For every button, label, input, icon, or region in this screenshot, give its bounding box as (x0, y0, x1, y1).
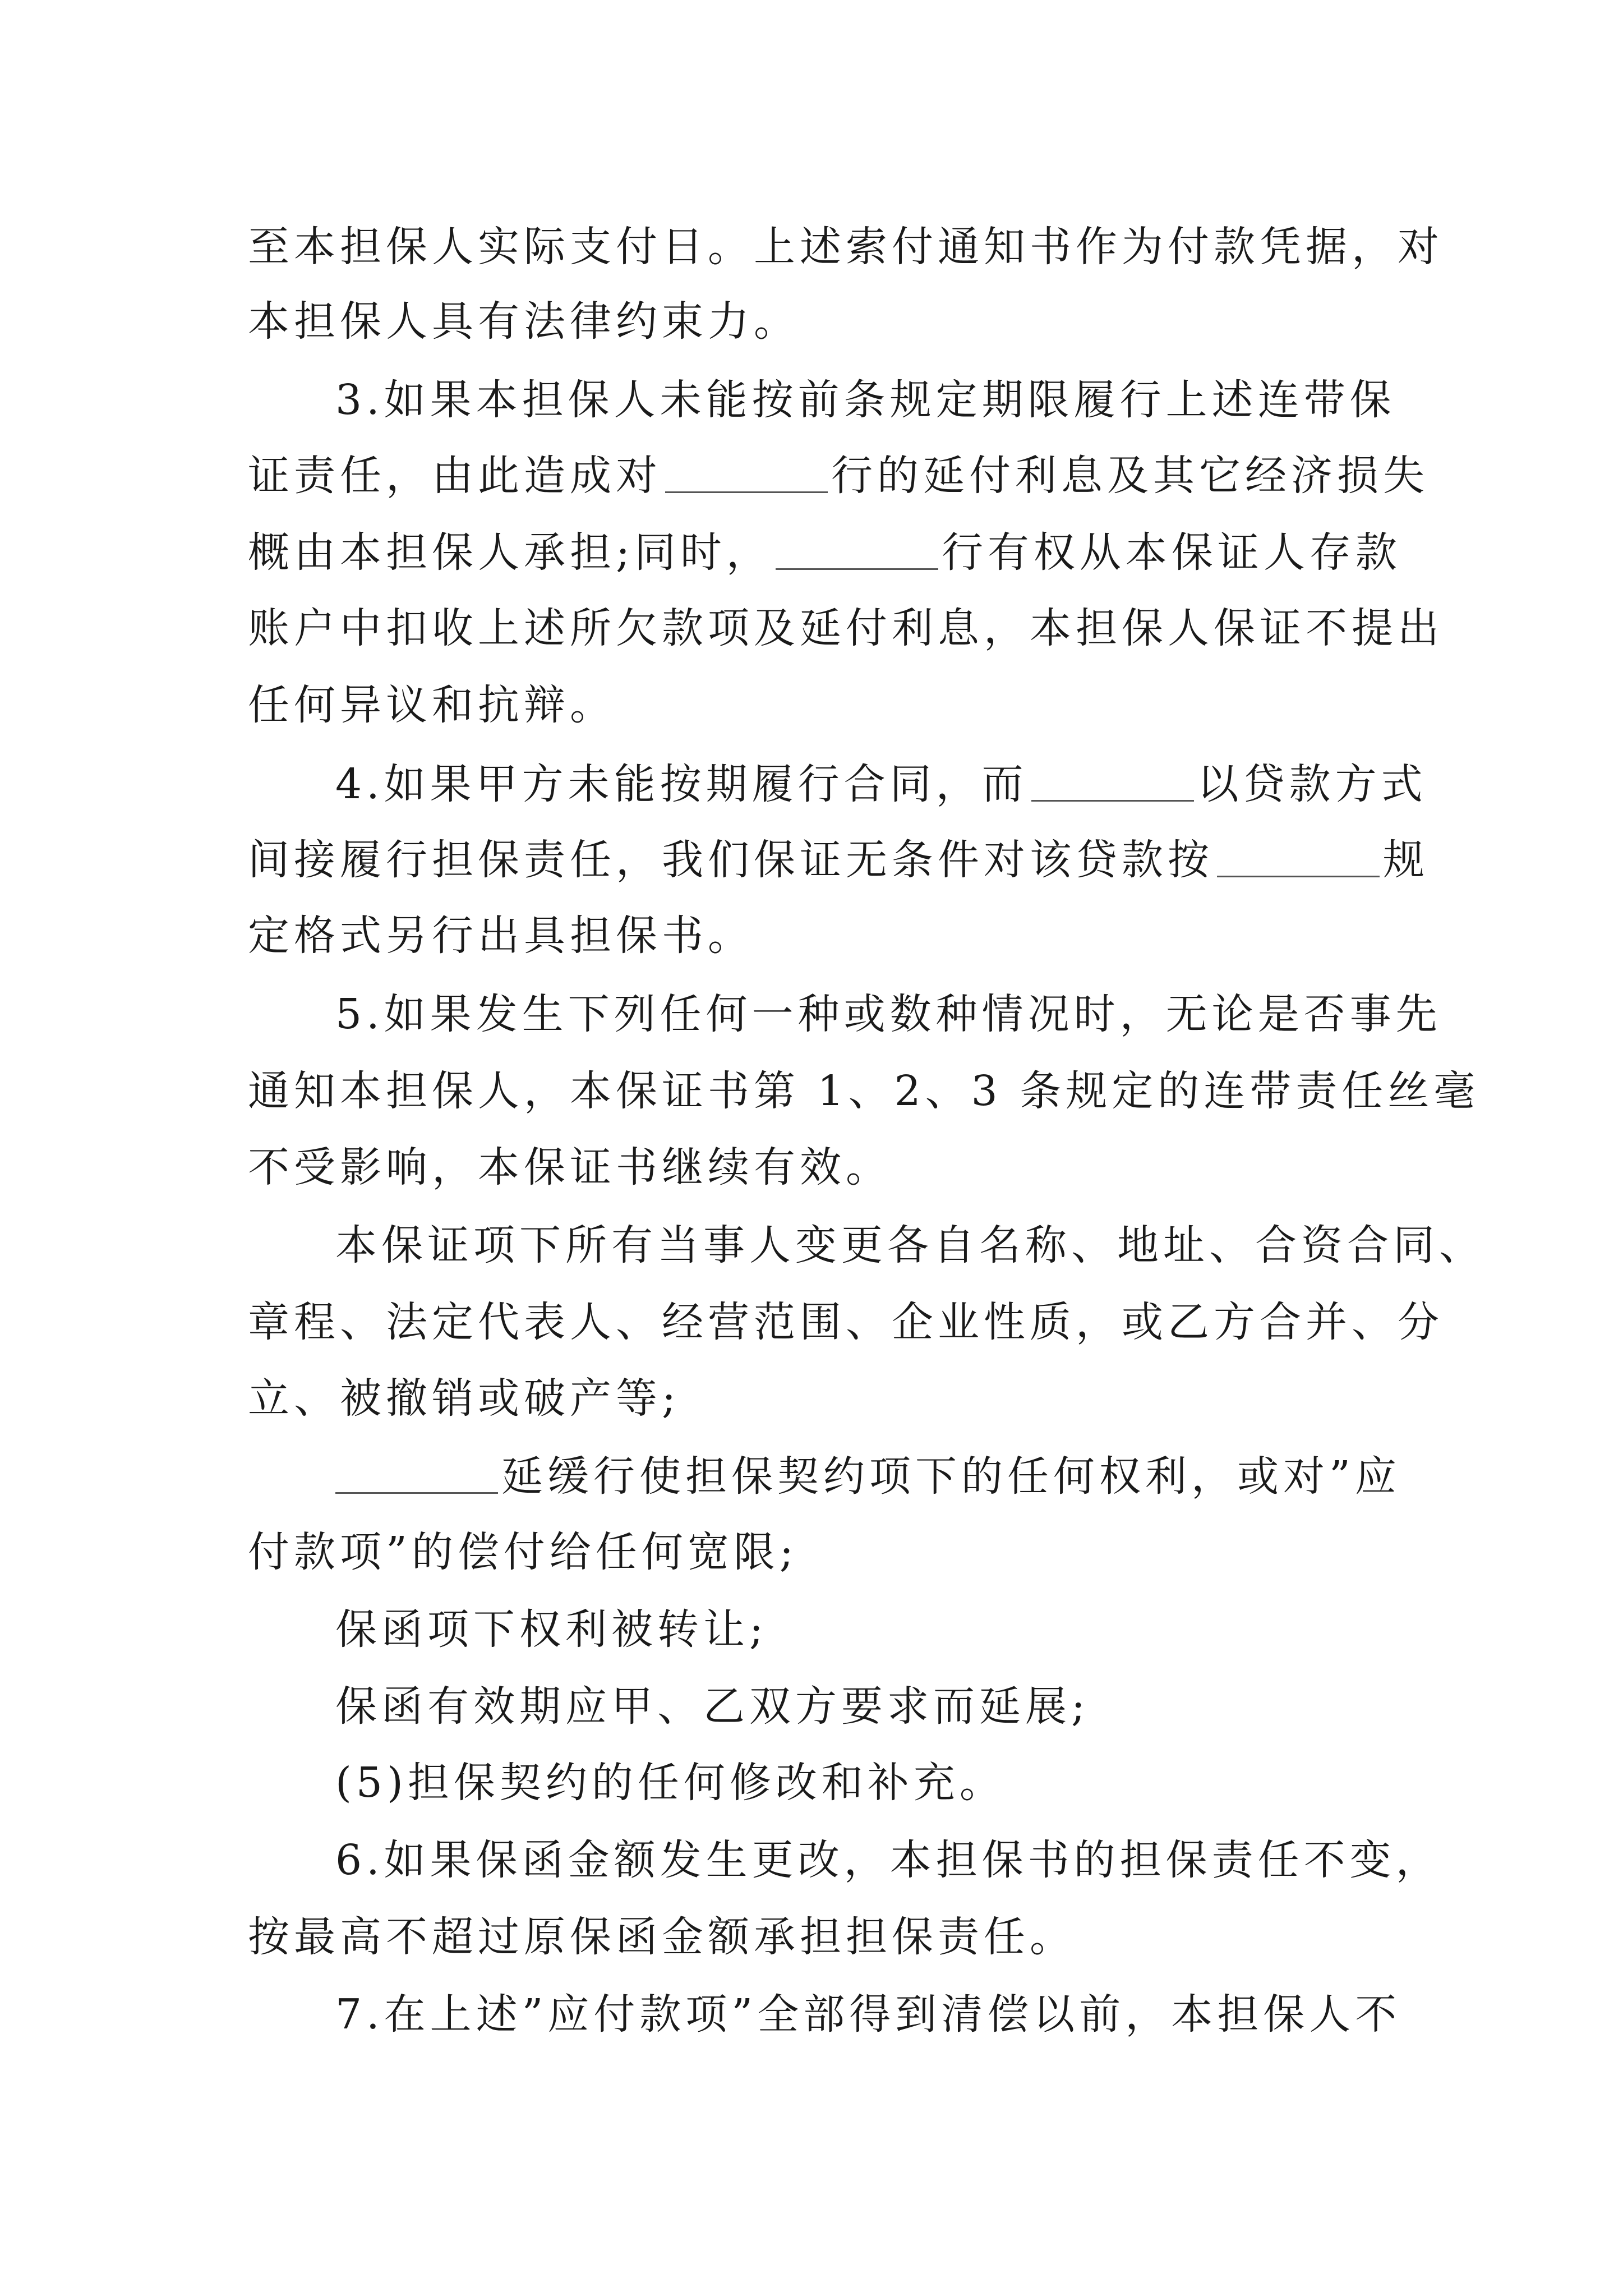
text-segment: 3.如果本担保人未能按前条规定期限履行上述连带保 (335, 376, 1396, 424)
text-segment: 本保证项下所有当事人变更各自名称、地址、合资合同、 (335, 1221, 1485, 1269)
text-line (248, 671, 1392, 739)
blank-field (1217, 836, 1380, 877)
text-segment: 4.如果甲方未能按期履行合同，而 (335, 760, 1028, 808)
text-segment: 不受影响，本保证书继续有效。 (248, 1143, 892, 1191)
text-segment: 通知本担保人，本保证书第 1、2、3 条规定的连带责任丝毫 (248, 1067, 1480, 1115)
text-line (248, 902, 1392, 969)
text-segment: 行的延付利息及其它经济损失 (831, 452, 1429, 500)
text-line (248, 442, 1429, 509)
text-line (335, 1212, 1485, 1279)
text-segment: 至本担保人实际支付日。上述索付通知书作为付款凭据，对 (248, 223, 1444, 271)
text-segment: 定格式另行出具担保书。 (248, 912, 754, 960)
text-line (248, 288, 1392, 355)
text-line (248, 1365, 1392, 1432)
text-line (335, 1826, 1442, 1894)
blank-field (776, 529, 938, 570)
text-segment: 5.如果发生下列任何一种或数种情况时，无论是否事先 (335, 990, 1442, 1038)
text-segment: 按最高不超过原保函金额承担担保责任。 (248, 1913, 1076, 1961)
text-line (335, 1673, 1392, 1740)
text-line (335, 366, 1396, 434)
text-line (248, 1903, 1392, 1971)
text-line (335, 981, 1442, 1048)
text-line (335, 1749, 1392, 1816)
text-line (248, 826, 1429, 894)
text-segment: 6.如果保函金额发生更改，本担保书的担保责任不变， (335, 1836, 1442, 1884)
blank-field (1031, 761, 1194, 802)
text-segment: (5)担保契约的任何修改和补充。 (335, 1759, 1006, 1807)
text-line (248, 595, 1444, 662)
text-segment: 延缓行使担保契约项下的任何权利，或对”应 (501, 1452, 1401, 1501)
blank-field (335, 1453, 498, 1494)
text-segment: 任何异议和抗辩。 (248, 681, 616, 729)
text-segment: 账户中扣收上述所欠款项及延付利息，本担保人保证不提出 (248, 604, 1444, 652)
text-segment: 概由本担保人承担;同时， (248, 528, 772, 577)
text-segment: 章程、法定代表人、经营范围、企业性质，或乙方合并、分 (248, 1298, 1444, 1346)
text-segment: 保函项下权利被转让; (335, 1605, 768, 1654)
text-segment: 保函有效期应甲、乙双方要求而延展; (335, 1682, 1090, 1731)
text-segment: 规 (1383, 836, 1429, 884)
text-segment: 证责任，由此造成对 (248, 452, 662, 500)
text-line (335, 1596, 1392, 1663)
text-line (335, 1981, 1401, 2048)
text-segment: 本担保人具有法律约束力。 (248, 297, 800, 346)
text-line (248, 1057, 1480, 1125)
text-segment: 间接履行担保责任，我们保证无条件对该贷款按 (248, 836, 1214, 884)
text-segment: 以贷款方式 (1197, 760, 1427, 808)
text-segment: 7.在上述”应付款项”全部得到清偿以前，本担保人不 (335, 1990, 1401, 2039)
text-line (248, 519, 1401, 586)
text-segment: 付款项”的偿付给任何宽限; (248, 1528, 798, 1576)
blank-field (665, 452, 828, 493)
text-line (335, 1443, 1401, 1510)
text-line (248, 1519, 1392, 1586)
text-segment: 立、被撤销或破产等; (248, 1374, 680, 1423)
text-line (248, 213, 1444, 280)
text-line (335, 751, 1427, 818)
text-segment: 行有权从本保证人存款 (941, 528, 1401, 577)
text-line (248, 1289, 1444, 1356)
text-line (248, 1134, 1392, 1201)
